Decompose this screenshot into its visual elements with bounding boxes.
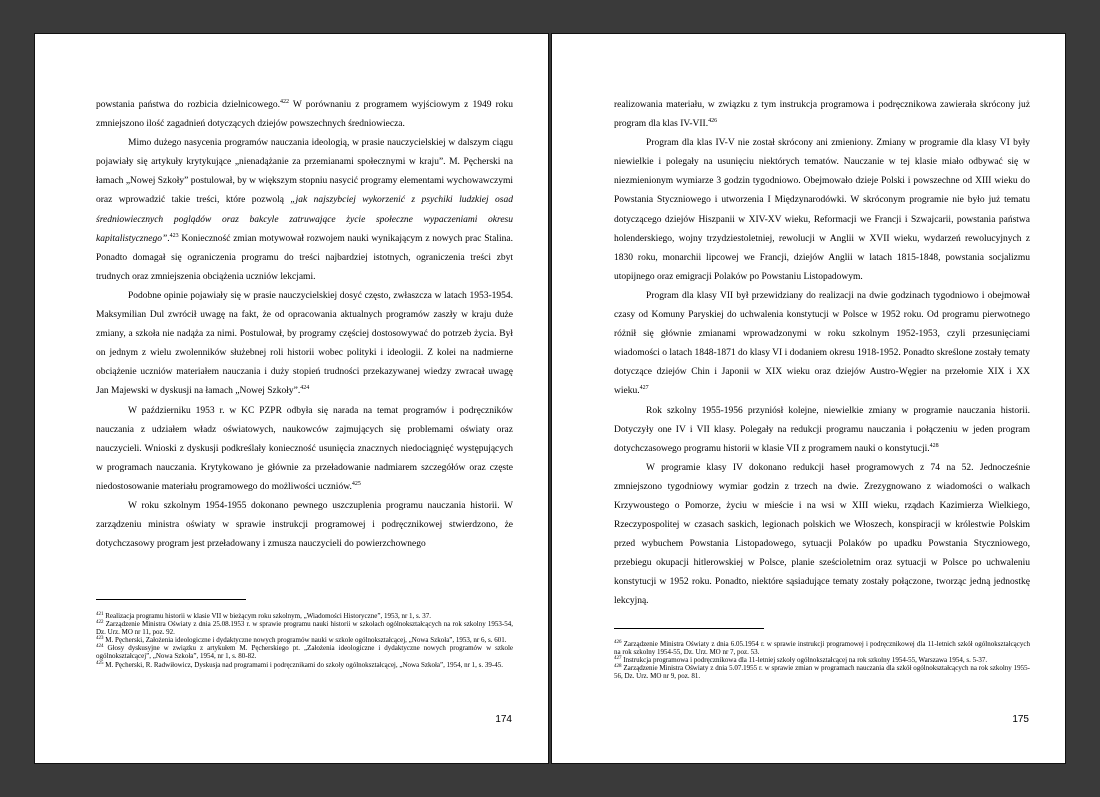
body-paragraph [96,497,513,554]
footnote-text: Zarządzenie Ministra Oświaty z dnia 5.07.1955 r. w sprawie zmian w programach nauczania dla szkół ogólnokształcących na rok szkolny 1955-56, Dz. Urz. MO nr 9, poz. 81. [614,664,1030,681]
left-page-footnotes [96,612,513,669]
body-paragraph [96,287,513,402]
paragraph-text: Rok szkolny 1955-1956 przyniósł kolejne, niewielkie zmiany w programie nauczania historii. Dotyczyły one IV i VII klasy. Polegały na redukcji programu nauczania i połączeniu w jeden program dotychczasowego programu historii w klasie VII z programem nauki o konstytucji. [614,405,1030,454]
footnote-number: 424 [96,644,104,650]
footnote [614,664,1030,680]
right-page-body [614,96,1030,612]
paragraph-text: powstania państwa do rozbicia dzielnicowego. [96,100,280,110]
paragraph-text: W roku szkolnym 1954-1955 dokonano pewnego uszczuplenia programu nauczania historii. W zarządzeniu ministra oświaty w sprawie instrukcji programowej i podręcznikowej stwierdzono, że dotychczasowy program jest przeładowany i zmusza nauczycieli do powierzchownego [96,500,513,550]
footnote [96,636,513,644]
paragraph-text: W porównaniu z programem wyjściowym z 1949 roku zmniejszono ilość zagadnień dotyczących dziejów powszechnych średniowiecza. [96,100,513,130]
page-number: 174 [495,714,512,725]
body-paragraph [96,96,513,134]
footnote-text: M. Pęcherski, R. Radwiłowicz, Dyskusja nad programami i podręcznikami do szkoły ogólnokształcącej, „Nowa Szkoła”, 1954, nr 1, s. 39-45. [103,660,503,669]
left-page [34,33,549,764]
footnote [614,656,1030,664]
footnote-ref: 428 [929,442,939,449]
footnote-text: M. Pęcherski, Założenia ideologiczne i dydaktyczne nowych programów nauki w szkole ogólnokształcącej, „Nowa Szkoła”, 1953, nr 6, s. 601. [103,636,507,645]
italic-quote: „jak najszybciej wykorzenić z psychiki ludzkiej osad średniowiecznych poglądów oraz bakcyle zatruwające życie społeczne wypaczeniami okresu kapitalistycznego” [96,195,513,244]
body-paragraph [96,134,513,287]
footnote-text: Realizacja programu historii w klasie VII w bieżącym roku szkolnym, „Wiadomości Historyczne”, 1953, nr 1, s. 37. [103,612,432,620]
footnote-number: 423 [96,636,104,642]
footnote-text: Zarządzenie Ministra Oświaty z dnia 6.05.1954 r. w sprawie instrukcji programowej i podręcznikowej dla 11-letnich szkół ogólnokształcących na rok szkolny 1954-55, Dz. Urz. MO nr 7, poz. 53. [614,640,1030,657]
paragraph-text: W październiku 1953 r. w KC PZPR odbyła się narada na temat programów i podręczników nauczania z udziałem władz oświatowych, naukowców zajmujących się problemami oświaty oraz nauczycieli. Wnioski z dyskusji podkreślały konieczność usunięcia znacznych niedociągnięć występujących w programach nauczania. Krytykowano je głównie za przeładowanie nadmiarem szczegółów oraz częste niedostosowanie materiału programowego do możliwości uczniów. [96,405,513,492]
paragraph-text: Mimo dużego nasycenia programów nauczania ideologią, w prasie nauczycielskiej w dalszym ciągu pojawiały się artykuły krytykujące „nienadążanie za przemianami społecznymi w kraju”. M. Pęcherski na łamach „Nowej Szkoły” postulował, by w większym stopniu nasycić programy elementami wychowawczymi oraz wprowadzić takie treści, które pozwolą [96,138,513,206]
footnote [96,612,513,620]
paragraph-text: W programie klasy IV dokonano redukcji haseł programowych z 74 na 52. Jednocześnie zmniejszono tygodniowy wymiar godzin z trzech na dwie. Zrezygnowano z wiadomości o walkach Krzywoustego o Pomorze, życiu w mieście i na wsi w XIII wieku, rządach Kazimierza Wielkiego, Rzeczypospolitej w czasach saskich, legionach polskich we Włoszech, konspiracji w królestwie Polskim przed wybuchem Powstania Listopadowego, sytuacji Polaków po upadku Powstania Styczniowego, przebiegu okupacji hitlerowskiej w Polsce, planie sześcioletnim oraz sytuacji w Polsce po uchwaleniu konstytucji w 1952 roku. Ponadto, niektóre sąsiadujące tematy zostały połączone, tworząc jedną jednostkę lekcyjną. [614,462,1030,607]
page-number: 175 [1012,714,1029,725]
left-page-body [96,96,513,554]
footnote-number: 422 [96,620,104,626]
footnote-text: Instrukcja programowa i podręcznikowa dla 11-letniej szkoły ogólnokształcącej na rok szkolny 1954-55, Warszawa 1954, s. 5-37. [621,656,988,665]
body-paragraph [96,402,513,497]
paragraph-text: Program dla klas IV-V nie został skrócony ani zmieniony. Zmiany w programie dla klasy VI były niewielkie i polegały na usunięciu niektórych tematów. Nauczanie w tej klasie miało odbywać się w niezmienionym wymiarze 3 godzin tygodniowo. Obejmowało dzieje Polski i powszechne od XIII wieku do Powstania Styczniowego i utworzenia I Międzynarodówki. W skróconym programie nie było już tematu dotyczącego dziejów Hiszpanii w XIV-XV wieku, Reformacji we Francji i Szwajcarii, powstania państwa holenderskiego, wojny trzydziestoletniej, rewolucji w Anglii w XVII wieku, wydarzeń rewolucyjnych z 1830 roku, monarchii lipcowej we Francji, dziejów Anglii w latach 1815-1848, powstania socjalizmu utopijnego oraz emigracji Polaków po Powstaniu Listopadowym. [614,138,1030,282]
right-page [551,33,1066,764]
footnote-separator [96,599,246,600]
footnote-text: Zarządzenie Ministra Oświaty z dnia 25.08.1953 r. w sprawie programu nauki historii w szkołach ogólnokształcących na rok szkolny 1953-54, Dz. Urz. MO nr 11, poz. 92. [96,620,513,637]
footnote-number: 421 [96,612,104,617]
footnote-number: 428 [614,664,622,670]
footnote-ref: 423 [169,232,179,239]
paragraph-text: Konieczność zmian motywował rozwojem nauki wynikającym z nowych prac Stalina. Ponadto domagał się ograniczenia programu do treści najbardziej istotnych, ograniczenia treści zbyt trudnych oraz zmniejszenia obciążenia uczniów lekcjami. [96,233,513,282]
footnote-ref: 427 [639,385,649,392]
paragraph-text: . [167,233,170,244]
footnote [96,620,513,636]
paragraph-text: realizowania materiału, w związku z tym instrukcja programowa i podręcznikowa zawierała skrócony już program dla klas IV-VII. [614,100,1030,130]
footnote-ref: 424 [300,385,310,392]
footnote-ref: 426 [708,118,718,125]
footnote-number: 426 [614,640,622,645]
paragraph-text: Program dla klasy VII był przewidziany do realizacji na dwie godzinach tygodniowo i obejmował czasy od Komuny Paryskiej do uchwalenia konstytucji w Polsce w 1952 roku. Od programu pierwotnego różnił się głównie zmianami wprowadzonymi w roku szkolnym 1952-1953, czyli przesunięciami wiadomości o latach 1848-1871 do klasy VI i dodaniem okresu 1918-1952. Ponadto skreślone zostały tematy dotyczące dziejów Chin i Japonii w XIX wieku oraz dziejów Austro-Węgier na przełomie XIX i XX wieku. [614,290,1030,397]
footnote-ref: 425 [351,480,361,487]
body-paragraph [614,134,1030,287]
footnote-ref: 422 [279,99,289,105]
footnote-number: 427 [614,656,622,662]
footnote-text: Głosy dyskusyjne w związku z artykułem M. Pęcherskiego pt. „Założenia ideologiczne i dydaktyczne nowych programów w szkole ogólnokształcącej”, „Nowa Szkoła”, 1954, nr 1, s. 80-82. [96,644,513,661]
body-paragraph [614,96,1030,134]
body-paragraph [614,287,1030,402]
body-paragraph [614,402,1030,459]
footnote [614,640,1030,656]
footnote-number: 425 [96,660,104,666]
right-page-footnotes [614,640,1030,680]
paragraph-text: Podobne opinie pojawiały się w prasie nauczycielskiej dosyć często, zwłaszcza w latach 1953-1954. Maksymilian Dul zwrócił uwagę na fakt, że od opracowania aktualnych programów zaszły w kraju duże zmiany, a szkoła nie nadąża za nimi. Postulował, by programy częściej dostosowywać do potrzeb życia. Był on jednym z wielu zwolenników służebnej roli historii wobec polityki i ideologii. Z kolei na nadmierne obciążenie uczniów materiałem nauczania i duży stopień trudności przekazywanej wiedzy zwracał uwagę Jan Majewski w dyskusji na łamach „Nowej Szkoły”. [96,290,513,397]
body-paragraph [614,459,1030,612]
footnote-separator [614,628,764,629]
footnote [96,644,513,660]
footnote [96,661,513,669]
